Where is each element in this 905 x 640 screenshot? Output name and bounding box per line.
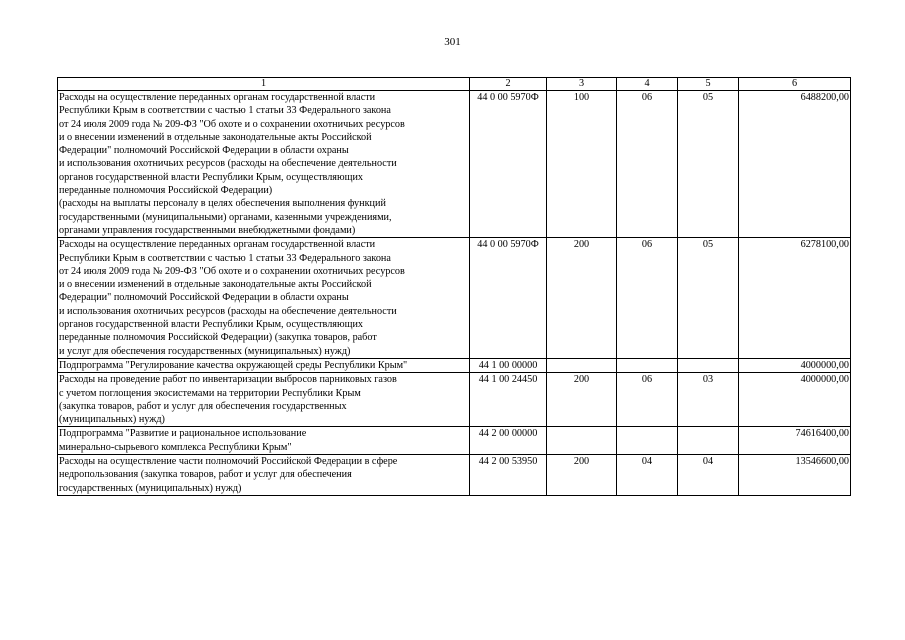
expense-type-code: [547, 358, 617, 372]
expense-description: Расходы на осуществление переданных органам государственной власти Республики Крым в соответствии с частью 1 статьи 33 Федерального закона от 24 июля 2009 года № 209-ФЗ "Об охоте и о сохранении охотничьих ресурсов и о внесении изменений в отдельные законодательные акты Российской Федерации" полномочий Российской Федерации в области охраны и использования охотничьих ресурсов (расходы на обеспечение деятельности органов государственной власти Республики Крым, осуществляющих переданные полномочия Российской Федерации) (расходы на выплаты персоналу в целях обеспечения выполнения функций государственными (муниципальными) органами, казенными учреждениями, органами управления государственными внебюджетными фондами): [58, 91, 470, 238]
table-row: [58, 91, 851, 238]
expense-type-code: 100: [547, 91, 617, 238]
expense-description: Расходы на осуществление части полномочий Российской Федерации в сфере недропользования (закупка товаров, работ и услуг для обеспечения государственных (муниципальных) нужд): [58, 455, 470, 496]
target-article-code: 44 2 00 00000: [470, 427, 547, 455]
amount: 6278100,00: [739, 238, 851, 359]
amount: 74616400,00: [739, 427, 851, 455]
section-code: 04: [617, 455, 678, 496]
section-code: 06: [617, 373, 678, 427]
column-header-3: 3: [547, 78, 617, 91]
table-row: [58, 358, 851, 372]
expense-type-code: 200: [547, 455, 617, 496]
column-header-1: 1: [58, 78, 470, 91]
subprogram-title: Подпрограмма "Развитие и рациональное использование минерально-сырьевого комплекса Республики Крым": [58, 427, 470, 455]
subsection-code: 05: [678, 238, 739, 359]
table-row: [58, 373, 851, 427]
amount: 6488200,00: [739, 91, 851, 238]
subprogram-title: Подпрограмма "Регулирование качества окружающей среды Республики Крым": [58, 358, 470, 372]
table-row: [58, 238, 851, 359]
column-header-5: 5: [678, 78, 739, 91]
page-number: 301: [444, 36, 461, 48]
target-article-code: 44 0 00 5970Ф: [470, 91, 547, 238]
subsection-code: [678, 358, 739, 372]
column-header-6: 6: [739, 78, 851, 91]
column-header-4: 4: [617, 78, 678, 91]
expense-type-code: [547, 427, 617, 455]
subsection-code: 03: [678, 373, 739, 427]
target-article-code: 44 2 00 53950: [470, 455, 547, 496]
expense-type-code: 200: [547, 373, 617, 427]
target-article-code: 44 1 00 00000: [470, 358, 547, 372]
table-row: [58, 455, 851, 496]
table-header-row: [58, 78, 851, 91]
subsection-code: 05: [678, 91, 739, 238]
amount: 4000000,00: [739, 373, 851, 427]
expense-type-code: 200: [547, 238, 617, 359]
expense-description: Расходы на осуществление переданных органам государственной власти Республики Крым в соответствии с частью 1 статьи 33 Федерального закона от 24 июля 2009 года № 209-ФЗ "Об охоте и о сохранении охотничьих ресурсов и о внесении изменений в отдельные законодательные акты Российской Федерации" полномочий Российской Федерации в области охраны и использования охотничьих ресурсов (расходы на обеспечение деятельности органов государственной власти Республики Крым, осуществляющих переданные полномочия Российской Федерации) (закупка товаров, работ и услуг для обеспечения государственных (муниципальных) нужд): [58, 238, 470, 359]
section-code: 06: [617, 91, 678, 238]
section-code: [617, 358, 678, 372]
column-header-2: 2: [470, 78, 547, 91]
target-article-code: 44 0 00 5970Ф: [470, 238, 547, 359]
amount: 13546600,00: [739, 455, 851, 496]
target-article-code: 44 1 00 24450: [470, 373, 547, 427]
amount: 4000000,00: [739, 358, 851, 372]
expense-description: Расходы на проведение работ по инвентаризации выбросов парниковых газов с учетом поглощения экосистемами на территории Республики Крым (закупка товаров, работ и услуг для обеспечения государственных (муниципальных) нужд): [58, 373, 470, 427]
section-code: 06: [617, 238, 678, 359]
subsection-code: 04: [678, 455, 739, 496]
subsection-code: [678, 427, 739, 455]
table-row: [58, 427, 851, 455]
section-code: [617, 427, 678, 455]
budget-table: [57, 77, 851, 496]
